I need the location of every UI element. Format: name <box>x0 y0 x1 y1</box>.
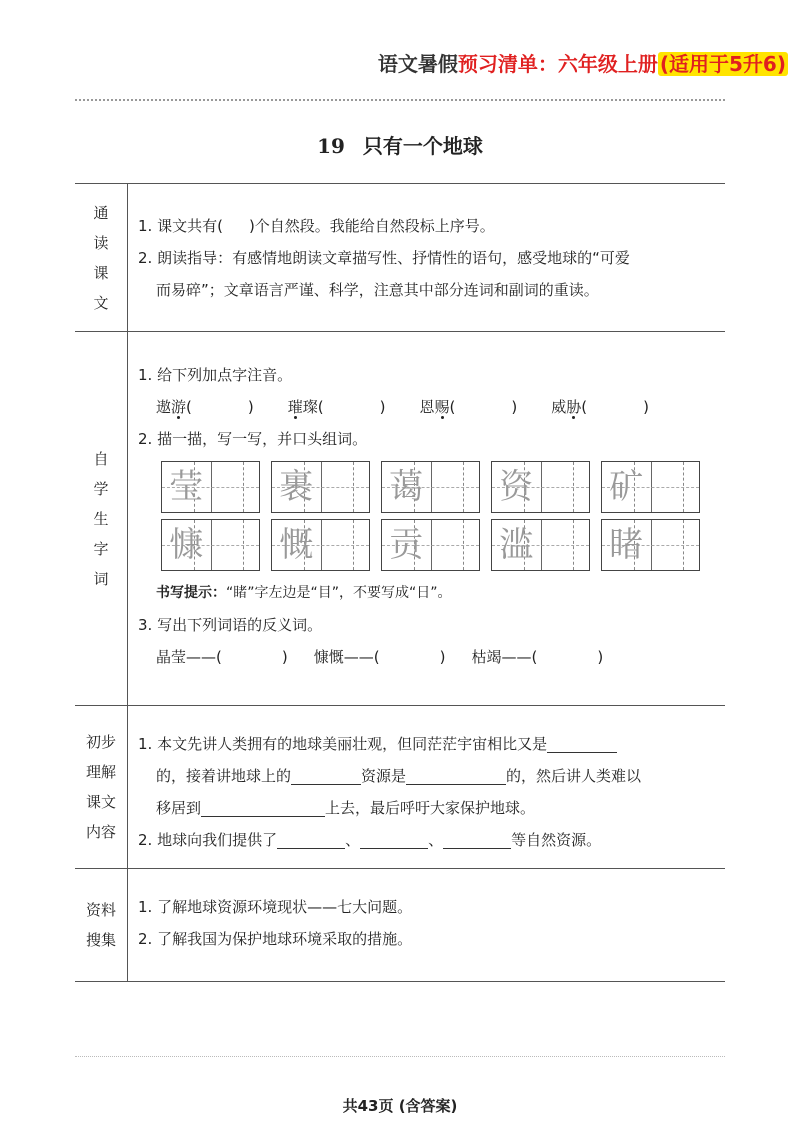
antonym-item: 枯竭——( ) <box>471 648 604 666</box>
section-label: 通读课文 <box>75 184 128 331</box>
writing-tip: 书写提示：“睹”字左边是“目”，不要写成“日”。 <box>156 585 452 601</box>
antonym-row <box>138 641 725 673</box>
section-research <box>75 868 725 982</box>
section-label: 资料搜集 <box>75 869 128 981</box>
writing-cell[interactable]: 资 <box>491 461 590 513</box>
fill-blank[interactable] <box>201 798 325 817</box>
writing-cell[interactable]: 蔼 <box>381 461 480 513</box>
writing-grid-row-1 <box>161 461 725 513</box>
fill-blank[interactable] <box>360 830 428 849</box>
section-label: 初步理解课文内容 <box>75 706 128 868</box>
page-header <box>378 48 788 77</box>
list-item: 2. 了解我国为保护地球环境采取的措施。 <box>138 930 413 948</box>
list-item: 而易碎”；文章语言严谨、科学，注意其中部分连词和副词的重读。 <box>156 281 599 299</box>
section-self-study <box>75 331 725 705</box>
lesson-name: 只有一个地球 <box>362 134 483 158</box>
fill-blank[interactable] <box>291 766 361 785</box>
fill-blank[interactable] <box>443 830 511 849</box>
page-footer: 共43页 (含答案) <box>342 1097 458 1115</box>
header-series: 语文暑假 <box>377 52 458 76</box>
header-title: 预习清单：六年级上册 <box>457 52 658 76</box>
pinyin-item: 威胁( ) <box>551 398 649 416</box>
section-label: 自学生字词 <box>75 332 128 705</box>
question-1: 1. 给下列加点字注音。 <box>138 366 293 384</box>
writing-cell[interactable]: 矿 <box>601 461 700 513</box>
pinyin-row <box>138 391 725 423</box>
preview-table <box>75 183 725 982</box>
list-item: 移居到 上去，最后呼吁大家保护地球。 <box>156 799 536 817</box>
list-item: 1. 本文先讲人类拥有的地球美丽壮观，但同茫茫宇宙相比又是 <box>138 728 725 760</box>
question-2: 2. 描一描，写一写，并口头组词。 <box>138 430 368 448</box>
section-understand-content <box>75 705 725 868</box>
list-item: 1. 课文共有( )个自然段。我能给自然段标上序号。 <box>138 217 495 235</box>
antonym-item: 慷慨——( ) <box>313 648 446 666</box>
fill-blank[interactable] <box>547 734 617 753</box>
writing-cell[interactable]: 裹 <box>271 461 370 513</box>
pinyin-item: 遨游( ) <box>156 398 254 416</box>
list-item: 的，接着讲地球上的 资源是 的，然后讲人类难以 <box>156 767 642 785</box>
writing-cell[interactable]: 睹 <box>601 519 700 571</box>
lesson-title <box>0 130 800 159</box>
list-item: 2. 朗读指导：有感情地朗读文章描写性、抒情性的语句，感受地球的“可爱 <box>138 249 630 267</box>
writing-cell[interactable]: 莹 <box>161 461 260 513</box>
question-3: 3. 写出下列词语的反义词。 <box>138 616 323 634</box>
list-item: 1. 了解地球资源环境现状——七大问题。 <box>138 898 413 916</box>
fill-blank[interactable] <box>406 766 506 785</box>
pinyin-item: 恩赐( ) <box>419 398 518 416</box>
header-grade-badge: (适用于5升6) <box>659 52 786 76</box>
writing-cell[interactable]: 慨 <box>271 519 370 571</box>
lesson-number: 19 <box>317 134 345 158</box>
list-item: 2. 地球向我们提供了 、 、 等自然资源。 <box>138 831 602 849</box>
header-divider <box>75 99 725 101</box>
fill-blank[interactable] <box>277 830 345 849</box>
writing-grid-row-2 <box>161 519 725 571</box>
section-read-text <box>75 183 725 331</box>
writing-cell[interactable]: 慷 <box>161 519 260 571</box>
antonym-item: 晶莹——( ) <box>156 648 288 666</box>
writing-cell[interactable]: 滥 <box>491 519 590 571</box>
footer-divider <box>75 1056 725 1057</box>
pinyin-item: 璀璨( ) <box>287 398 386 416</box>
writing-cell[interactable]: 贡 <box>381 519 480 571</box>
